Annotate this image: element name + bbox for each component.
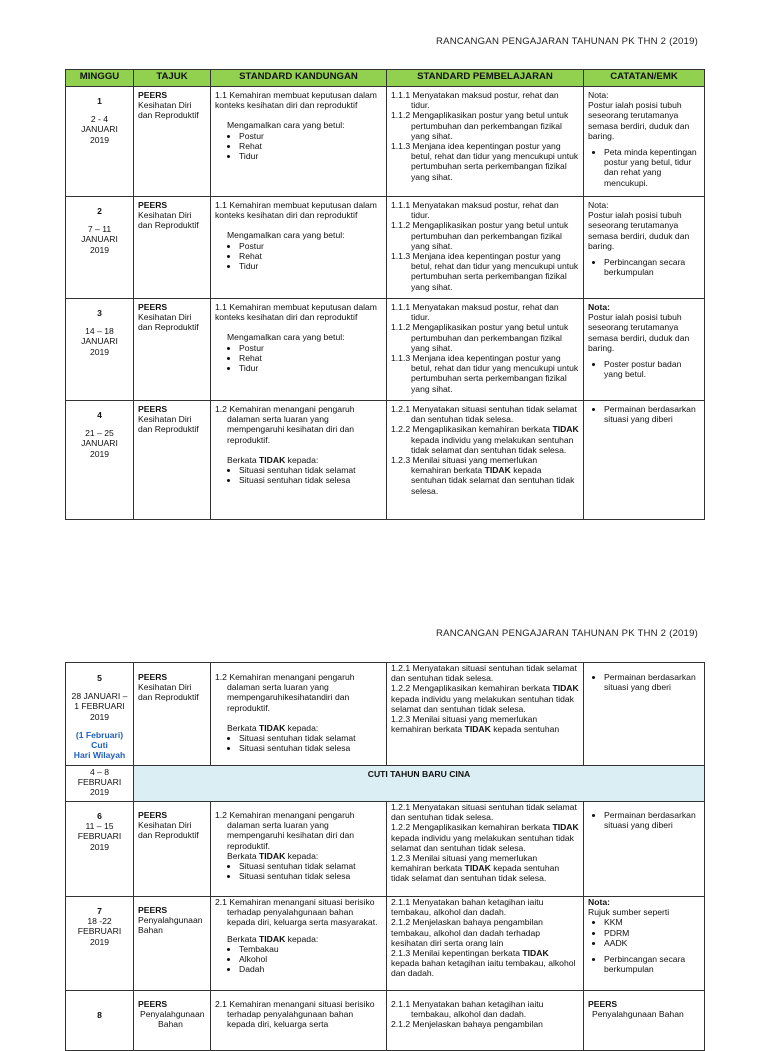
sk-text: 1.2 Kemahiran menangani pengaruh dalaman serta luaran yang mempengaruhi kesihatan diri dan reproduktif.: [215, 810, 355, 851]
pembelajaran-cell: [387, 991, 584, 1051]
col-standard-kandungan: STANDARD KANDUNGAN: [211, 70, 387, 87]
topic-sub2: dan Reproduktif: [138, 110, 199, 121]
week-year: 2019: [89, 134, 110, 145]
holiday-note: Hari Wilayah: [73, 750, 126, 761]
week-cell: [66, 299, 134, 401]
catatan-cell: [584, 897, 705, 991]
sp-item: 1.2.1 Menyatakan situasi sentuhan tidak selamat dan sentuhan tidak selesa.: [391, 404, 577, 425]
note-list: [588, 359, 700, 379]
sp-item: 1.2.2 Mengaplikasikan kemahiran berkata TIDAK kepada individu yang melakukan sentuhan tidak selamat dan sentuhan tidak selesa.: [391, 822, 579, 853]
topic-sub2: dan Reproduktif: [138, 322, 199, 333]
kandungan-cell: [211, 802, 387, 897]
sk-lead: Berkata TIDAK kepada:: [227, 722, 319, 733]
sp-item: 1.1.3 Menjana idea kepentingan postur yang betul, rehat dan tidur yang mencukupi untuk pertumbuhan serta perkembangan fizikal yang sihat.: [391, 251, 579, 292]
sp-item: 2.1.1 Menyatakan bahan ketagihan iaitu tembakau, alkohol dan dadah.: [391, 897, 544, 918]
topic-title: PEERS: [138, 999, 168, 1009]
table-row: [66, 87, 705, 197]
list-item: • KKM: [604, 917, 700, 927]
list-item: • Permainan berdasarkan situasi yang diberi: [604, 810, 700, 830]
sp-item: 1.2.1 Menyatakan situasi sentuhan tidak selamat dan sentuhan tidak selesa.: [391, 802, 577, 823]
plan-table-2: [65, 662, 705, 1051]
topic-title: PEERS: [138, 905, 168, 915]
topic-cell: [134, 87, 211, 197]
list-item: • Perbincangan secara berkumpulan: [604, 257, 700, 277]
list-item: • Situasi sentuhan tidak selamat: [239, 733, 382, 743]
sk-lead: Mengamalkan cara yang betul:: [227, 332, 345, 343]
sk-text: 1.2 Kemahiran menangani pengaruh dalaman serta luaran yang mempengaruhi kesihatan diri dan reproduktif.: [215, 404, 355, 445]
sp-item: 1.2.3 Menilai situasi yang memerlukan kemahiran berkata TIDAK kepada sentuhan tidak selamat dan sentuhan tidak selesa.: [391, 455, 575, 496]
kandungan-cell: [211, 663, 387, 766]
topic-sub2: Bahan: [158, 1019, 183, 1030]
pembelajaran-cell: [387, 87, 584, 197]
list-item: • PDRM: [604, 928, 700, 938]
sp-item: 1.2.2 Mengaplikasikan kemahiran berkata TIDAK kepada individu yang melakukan sentuhan tidak selamat dan sentuhan tidak selesa.: [391, 424, 579, 455]
list-item: • Permainan berdasarkan situasi yang dberi: [604, 672, 700, 692]
note-list: [588, 147, 700, 188]
topic-sub: Kesihatan Diri: [138, 100, 192, 111]
list-item: • Tidur: [239, 151, 382, 161]
week-date: 14 – 18: [85, 326, 114, 337]
sk-list: [215, 944, 382, 975]
topic-title: PEERS: [138, 810, 168, 820]
week-year: 2019: [89, 448, 110, 459]
pembelajaran-cell: [387, 401, 584, 520]
catatan-cell: [584, 197, 705, 299]
week-year: 2019: [89, 244, 110, 255]
week-month: JANUARI: [81, 438, 118, 449]
sp-item: 2.1.2 Menjelaskan bahaya pengambilan tembakau, alkohol dan dadah terhadap kesihatan diri serta orang lain: [391, 917, 543, 948]
week-month: FEBRUARI: [77, 831, 122, 842]
topic-cell: [134, 802, 211, 897]
topic-title: PEERS: [138, 200, 168, 210]
topic-sub: Kesihatan Diri: [138, 312, 192, 323]
sk-list: [215, 343, 382, 374]
sk-list: [215, 861, 382, 881]
note-list: [588, 810, 700, 830]
sk-text: 2.1 Kemahiran menangani situasi berisiko terhadap penyalahgunaan bahan kepada diri, keluarga serta masyarakat.: [215, 897, 378, 928]
note-list: [588, 257, 700, 277]
col-minggu: MINGGU: [66, 70, 134, 87]
sp-item: 1.2.3 Menilai situasi yang memerlukan kemahiran berkata TIDAK kepada sentuhan tidak selamat dan sentuhan tidak selesa.: [391, 853, 560, 884]
list-item: • Situasi sentuhan tidak selesa: [239, 871, 382, 881]
catatan-cell: [584, 299, 705, 401]
sk-text: 1.1 Kemahiran membuat keputusan dalam konteks kesihatan diri dan reproduktif: [215, 200, 377, 221]
kandungan-cell: [211, 299, 387, 401]
topic-cell: [134, 299, 211, 401]
topic-cell: [134, 663, 211, 766]
sp-item: 1.1.3 Menjana idea kepentingan postur yang betul, rehat dan tidur yang mencukupi untuk pertumbuhan serta perkembangan fizikal yang sihat.: [391, 353, 579, 394]
table-row: [66, 663, 705, 766]
topic-cell: [134, 991, 211, 1051]
sk-lead: Berkata TIDAK kepada:: [227, 850, 319, 861]
week-date: 7 – 11: [87, 224, 112, 235]
topic-title: PEERS: [138, 404, 168, 414]
list-item: • AADK: [604, 938, 700, 948]
note-text: Postur ialah posisi tubuh seseorang terutamanya semasa berdiri, duduk dan baring.: [588, 100, 690, 141]
week-date: 18 -22: [87, 916, 112, 927]
week-cell: [66, 663, 134, 766]
page-header: RANCANGAN PENGAJARAN TAHUNAN PK THN 2 (2019): [435, 36, 698, 47]
pembelajaran-cell: [387, 897, 584, 991]
week-number: 6: [97, 811, 102, 821]
table-row: [66, 197, 705, 299]
table-header-row: [66, 70, 705, 87]
kandungan-cell: [211, 197, 387, 299]
week-cell: [66, 802, 134, 897]
note-text: Postur ialah posisi tubuh seseorang terutamanya semasa berdiri, duduk dan baring.: [588, 312, 690, 353]
topic-sub2: dan Reproduktif: [138, 692, 199, 703]
sk-lead: Berkata TIDAK kepada:: [227, 454, 319, 465]
note-label: Nota:: [588, 200, 609, 210]
topic-title: PEERS: [138, 302, 168, 312]
week-cell: [66, 897, 134, 991]
sp-item: 1.1.2 Mengaplikasikan postur yang betul untuk pertumbuhan dan perkembangan fizikal yang sihat.: [391, 322, 569, 353]
week-date: 2 - 4: [90, 114, 109, 125]
catatan-cell: [584, 802, 705, 897]
sk-list: [215, 241, 382, 272]
note-label: PEERS: [588, 999, 618, 1009]
week-number: 1: [97, 96, 102, 106]
sp-item: 2.1.2 Menjelaskan bahaya pengambilan: [391, 1019, 543, 1030]
list-item: • Dadah: [239, 964, 382, 974]
holiday-note: (1 Februari): [75, 729, 124, 740]
week-month: 1 FEBRUARI: [74, 701, 125, 712]
topic-sub2: dan Reproduktif: [138, 830, 199, 841]
list-item: • Tembakau: [239, 944, 382, 954]
catatan-cell: [584, 991, 705, 1051]
sp-item: 1.2.2 Mengaplikasikan kemahiran berkata TIDAK kepada individu yang melakukan sentuhan tidak selamat dan sentuhan tidak selesa.: [391, 683, 579, 714]
week-month: FEBRUARI: [77, 777, 122, 788]
list-item: • Postur: [239, 241, 382, 251]
sp-item: 1.1.1 Menyatakan maksud postur, rehat dan tidur.: [391, 200, 559, 221]
week-number: 7: [97, 906, 102, 916]
topic-sub2: dan Reproduktif: [138, 220, 199, 231]
holiday-row: [66, 766, 705, 802]
kandungan-cell: [211, 401, 387, 520]
plan-table-1: [65, 69, 705, 520]
table-row: [66, 802, 705, 897]
sp-item: 1.1.1 Menyatakan maksud postur, rehat dan tidur.: [391, 302, 559, 323]
list-item: • Peta minda kepentingan postur yang betul, tidur dan rehat yang mencukupi.: [604, 147, 700, 188]
week-date: 4 – 8: [89, 767, 110, 777]
week-number: 2: [97, 206, 102, 216]
pembelajaran-cell: [387, 802, 584, 897]
table-row: [66, 401, 705, 520]
week-cell: [66, 197, 134, 299]
page-header-2: RANCANGAN PENGAJARAN TAHUNAN PK THN 2 (2019): [435, 628, 698, 639]
list-item: • Postur: [239, 343, 382, 353]
sk-lead: Berkata TIDAK kepada:: [227, 933, 319, 944]
week-cell: [66, 766, 134, 802]
topic-title: PEERS: [138, 672, 168, 682]
note-text: Rujuk sumber seperti: [588, 907, 670, 918]
note-label: Nota:: [588, 302, 610, 312]
sk-text: 1.1 Kemahiran membuat keputusan dalam konteks kesihatan diri dan reproduktif: [215, 302, 377, 323]
sp-item: 2.1.1 Menyatakan bahan ketagihan iaitu tembakau, alkohol dan dadah.: [391, 999, 544, 1020]
week-number: 3: [97, 308, 102, 318]
sp-item: 1.1.3 Menjana idea kepentingan postur yang betul, rehat dan tidur yang mencukupi untuk pertumbuhan serta perkembangan fizikal yang sihat.: [391, 141, 579, 182]
week-year: 2019: [89, 711, 110, 722]
col-catatan: CATATAN/EMK: [584, 70, 705, 87]
week-date: 21 – 25: [85, 428, 114, 439]
sk-list: [215, 131, 382, 162]
week-month: FEBRUARI: [77, 926, 122, 937]
note-list: [588, 917, 700, 948]
week-month: JANUARI: [81, 124, 118, 135]
topic-sub: Penyalahgunaan: [138, 915, 203, 926]
week-month: JANUARI: [81, 234, 118, 245]
note-list: [588, 954, 700, 974]
holiday-note: Cuti: [91, 740, 108, 751]
week-number: 4: [97, 410, 102, 420]
sk-text: 1.1 Kemahiran membuat keputusan dalam konteks kesihatan diri dan reproduktif: [215, 90, 377, 111]
topic-cell: [134, 897, 211, 991]
topic-sub: Kesihatan Diri: [138, 682, 192, 693]
list-item: • Rehat: [239, 353, 382, 363]
week-year: 2019: [89, 936, 110, 947]
pembelajaran-cell: [387, 299, 584, 401]
week-year: 2019: [89, 841, 110, 852]
topic-sub: Kesihatan Diri: [138, 210, 192, 221]
topic-sub: Kesihatan Diri: [138, 820, 192, 831]
week-year: 2019: [89, 346, 110, 357]
week-number: 8: [97, 1010, 102, 1020]
topic-sub: Penyalahgunaan: [140, 1009, 205, 1020]
week-cell: [66, 87, 134, 197]
sp-item: 2.1.3 Menilai kepentingan berkata TIDAK kepada bahan ketagihan iaitu tembakau, alkohol dan dadah.: [391, 948, 576, 979]
catatan-cell: [584, 87, 705, 197]
sp-item: 1.2.3 Menilai situasi yang memerlukan kemahiran berkata TIDAK kepada sentuhan: [391, 714, 560, 735]
note-label: Nota:: [588, 897, 610, 907]
list-item: • Tidur: [239, 261, 382, 271]
sp-item: 1.1.2 Mengaplikasikan postur yang betul untuk pertumbuhan dan perkembangan fizikal yang sihat.: [391, 110, 569, 141]
sk-lead: Mengamalkan cara yang betul:: [227, 230, 345, 241]
kandungan-cell: [211, 897, 387, 991]
pembelajaran-cell: [387, 663, 584, 766]
week-month: JANUARI: [81, 336, 118, 347]
sp-item: 1.2.1 Menyatakan situasi sentuhan tidak selamat dan sentuhan tidak selesa.: [391, 663, 577, 684]
sp-item: 1.1.2 Mengaplikasikan postur yang betul untuk pertumbuhan dan perkembangan fizikal yang sihat.: [391, 220, 569, 251]
sk-lead: Mengamalkan cara yang betul:: [227, 120, 345, 131]
col-standard-pembelajaran: STANDARD PEMBELAJARAN: [387, 70, 584, 87]
sk-text: 1.2 Kemahiran menangani pengaruh dalaman serta luaran yang mempengaruhikesihatandiri dan reproduktif.: [215, 672, 355, 713]
topic-sub2: dan Reproduktif: [138, 424, 199, 435]
list-item: • Situasi sentuhan tidak selamat: [239, 861, 382, 871]
note-text: Penyalahgunaan Bahan: [592, 1009, 684, 1020]
sk-list: [215, 733, 382, 753]
list-item: • Rehat: [239, 141, 382, 151]
table-row: [66, 991, 705, 1051]
holiday-label: CUTI TAHUN BARU CINA: [134, 766, 705, 802]
topic-cell: [134, 197, 211, 299]
sk-list: [215, 465, 382, 485]
week-cell: [66, 401, 134, 520]
topic-title: PEERS: [138, 90, 168, 100]
list-item: • Postur: [239, 131, 382, 141]
note-list: [588, 672, 700, 692]
list-item: • Perbincangan secara berkumpulan: [604, 954, 700, 974]
kandungan-cell: [211, 87, 387, 197]
catatan-cell: [584, 663, 705, 766]
list-item: • Situasi sentuhan tidak selamat: [239, 465, 382, 475]
pembelajaran-cell: [387, 197, 584, 299]
week-year: 2019: [89, 787, 110, 798]
list-item: • Alkohol: [239, 954, 382, 964]
topic-sub: Kesihatan Diri: [138, 414, 192, 425]
week-number: 5: [97, 673, 102, 683]
list-item: • Poster postur badan yang betul.: [604, 359, 700, 379]
list-item: • Tidur: [239, 363, 382, 373]
week-date: 11 – 15: [85, 821, 114, 832]
topic-cell: [134, 401, 211, 520]
kandungan-cell: [211, 991, 387, 1051]
col-tajuk: TAJUK: [134, 70, 211, 87]
note-label: Nota:: [588, 90, 609, 100]
list-item: • Permainan berdasarkan situasi yang diberi: [604, 404, 700, 424]
sk-text: 2.1 Kemahiran menangani situasi berisiko terhadap penyalahgunaan bahan kepada diri, keluarga serta: [215, 999, 375, 1030]
note-list: [588, 404, 700, 424]
note-text: Postur ialah posisi tubuh seseorang terutamanya semasa berdiri, duduk dan baring.: [588, 210, 690, 251]
topic-sub2: Bahan: [138, 925, 163, 936]
table-row: [66, 299, 705, 401]
sp-item: 1.1.1 Menyatakan maksud postur, rehat dan tidur.: [391, 90, 559, 111]
catatan-cell: [584, 401, 705, 520]
week-date: 28 JANUARI –: [71, 691, 128, 702]
week-cell: [66, 991, 134, 1051]
list-item: • Situasi sentuhan tidak selesa: [239, 475, 382, 485]
list-item: • Situasi sentuhan tidak selesa: [239, 743, 382, 753]
list-item: • Rehat: [239, 251, 382, 261]
table-row: [66, 897, 705, 991]
